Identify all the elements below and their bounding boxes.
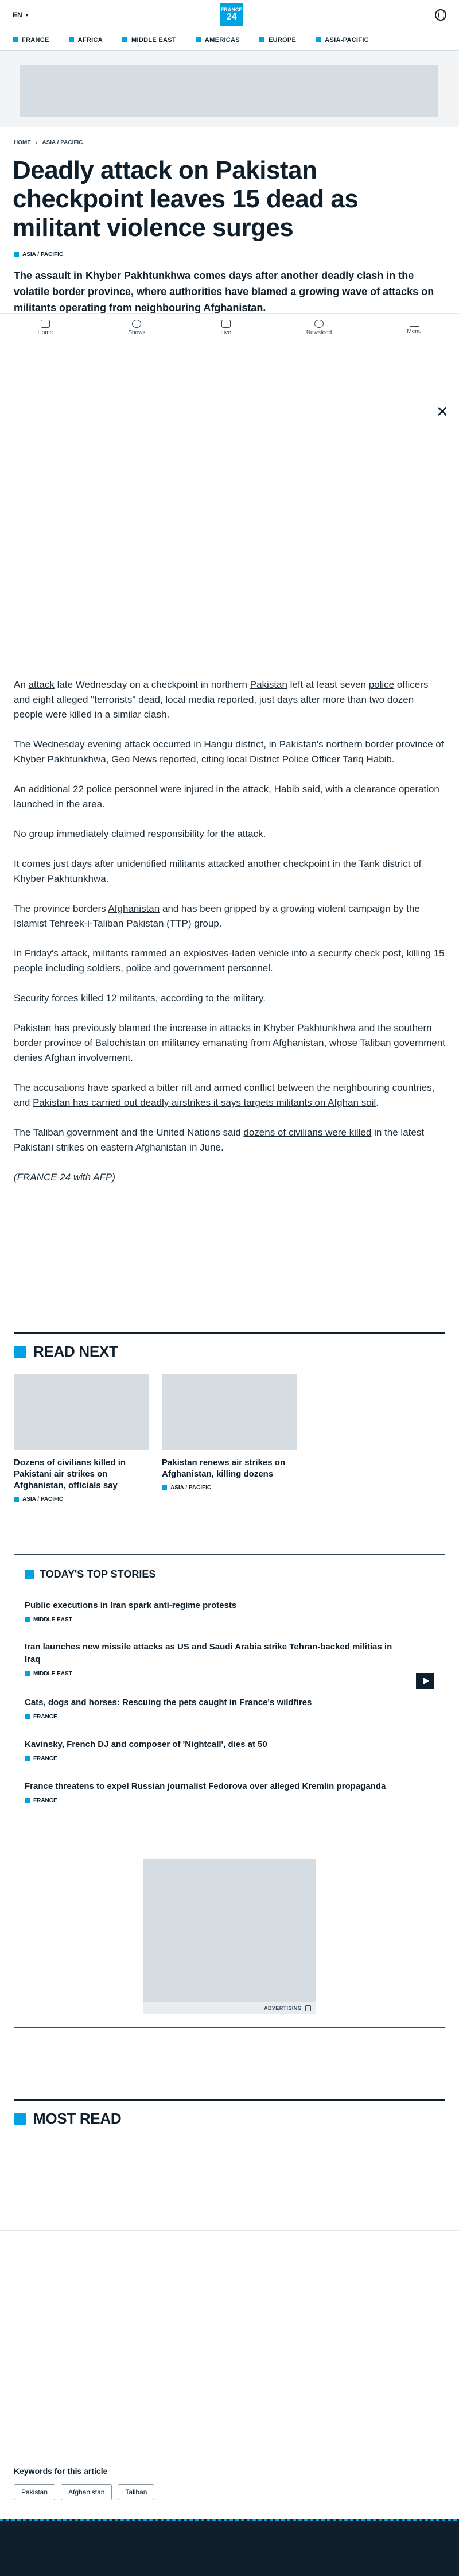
section-title: MOST READ [33,2110,122,2127]
section-title: TODAY'S TOP STORIES [40,1568,156,1580]
chevron-down-icon: ▾ [25,11,29,18]
nav-label: Home [37,329,53,336]
story-title[interactable]: Iran launches new missile attacks as US and Saudi Arabia strike Tehran-backed militias in Iraq [25,1642,392,1664]
square-bullet-icon [14,1497,19,1502]
link-civilians-killed[interactable]: dozens of civilians were killed [243,1127,372,1138]
link-pakistan[interactable]: Pakistan [250,679,287,690]
card-image[interactable] [14,1374,149,1450]
region-label: ASIA-PACIFIC [325,36,369,44]
region-link-africa[interactable] [69,37,103,44]
square-bullet-icon [25,1798,30,1803]
nav-shows[interactable] [128,320,145,336]
square-bullet-icon [122,37,127,42]
paragraph: An additional 22 police personnel were injured in the attack, Habib said, with a clearance operation launched in the area. [14,784,439,809]
paragraph: Pakistan has previously blamed the increase in attacks in Khyber Pakhtunkhwa and the southern border province of Balochistan on militancy emanating from Afghanistan, whose Taliban government denies Afghan involvement. [14,1022,445,1063]
site-footer [0,2519,459,2576]
ad-banner[interactable] [20,65,438,117]
paragraph: The province borders Afghanistan and has been gripped by a growing violent campaign by the Islamist Tehreek-i-Taliban Pakistan (TTP) group. [14,903,420,929]
square-bullet-icon [25,1714,30,1719]
top-story-item[interactable] [25,1780,426,1804]
square-bullet-icon [25,1671,30,1676]
section-marker-icon [25,1570,34,1579]
paragraph: It comes just days after unidentified militants attacked another checkpoint in the Tank district of Khyber Pakhtunkhwa. [14,858,422,884]
nav-label: Newsfeed [306,329,332,336]
article-body [14,677,445,1200]
square-bullet-icon [69,37,74,42]
top-story-item[interactable] [25,1738,426,1762]
top-story-item[interactable] [25,1599,426,1623]
story-category[interactable]: MIDDLE EAST [25,1671,426,1677]
nav-label: Menu [407,328,422,335]
newsfeed-icon [314,320,324,328]
link-taliban[interactable]: Taliban [360,1037,391,1048]
bottom-app-nav [0,313,459,341]
keyword-tag[interactable]: Afghanistan [61,2484,112,2500]
paragraph: The Wednesday evening attack occurred in Hangu district, in Pakistan's northern border province of Khyber Pakhtunkhwa, Geo News reported, citing local District Police Officer Tariq Habib. [14,739,444,765]
home-icon [41,320,50,328]
square-bullet-icon [196,37,201,42]
top-stories-box [14,1554,445,2028]
paragraph: The Taliban government and the United Nations said dozens of civilians were killed in the latest Pakistani strikes on eastern Afghanistan in June. [14,1127,425,1153]
nav-home[interactable] [38,320,53,336]
close-icon[interactable]: ✕ [436,403,449,420]
paragraph: The accusations have sparked a bitter rift and armed conflict between the neighbouring countries, and Pakistan has carried out deadly airstrikes it says targets militants on Afghan soil. [14,1082,435,1108]
section-marker-icon [14,2113,26,2125]
menu-icon [410,321,419,327]
article-title: Deadly attack on Pakistan checkpoint leaves 15 dead as militant violence surges [13,156,359,242]
keyword-tag[interactable]: Pakistan [14,2484,55,2500]
card-category[interactable]: ASIA / PACIFIC [14,1496,149,1502]
paragraph: Security forces killed 12 militants, according to the military. [14,993,266,1004]
story-category[interactable]: MIDDLE EAST [25,1617,426,1623]
shows-icon [132,320,141,328]
square-bullet-icon [259,37,264,42]
story-category[interactable]: FRANCE [25,1714,426,1720]
card-title[interactable]: Dozens of civilians killed in Pakistani air strikes on Afghanistan, officials say [14,1458,126,1490]
top-story-item[interactable] [25,1641,426,1677]
nav-live[interactable] [220,320,231,336]
read-next-card[interactable] [162,1374,297,1491]
live-icon [221,320,231,328]
category-label: ASIA / PACIFIC [22,251,64,258]
card-title[interactable]: Pakistan renews air strikes on Afghanistan, killing dozens [162,1458,286,1479]
top-story-item[interactable] [25,1696,426,1720]
read-next-header [14,1332,445,1361]
square-bullet-icon [316,37,321,42]
region-link-france[interactable] [13,37,49,44]
region-label: EUROPE [268,36,297,44]
story-title[interactable]: Cats, dogs and horses: Rescuing the pets caught in France's wildfires [25,1698,312,1707]
top-stories-header [25,1568,155,1581]
card-category[interactable]: ASIA / PACIFIC [162,1485,297,1491]
keywords-list [14,2484,154,2500]
regions-nav [0,30,459,51]
story-title[interactable]: France threatens to expel Russian journalist Fedorova over alleged Kremlin propaganda [25,1781,386,1791]
breadcrumb-section[interactable]: ASIA / PACIFIC [42,140,83,146]
region-link-europe[interactable] [259,37,296,44]
most-read-header [14,2099,445,2128]
story-category[interactable]: FRANCE [25,1756,426,1762]
paragraph: No group immediately claimed responsibility for the attack. [14,828,266,839]
ad-info-icon[interactable] [305,2005,311,2011]
language-label: EN [13,11,22,19]
site-logo[interactable] [220,3,243,26]
link-police[interactable]: police [368,679,395,690]
advertisement[interactable] [143,1859,316,2002]
read-next-card[interactable] [14,1374,149,1502]
link-airstrikes[interactable]: Pakistan has carried out deadly airstrikes it says targets militants on Afghan soil [33,1097,376,1108]
region-label: AFRICA [77,36,103,44]
link-attack[interactable]: attack [28,679,55,690]
section-title: READ NEXT [33,1343,118,1360]
square-bullet-icon [14,252,19,257]
logo-text: FRANCE [220,6,243,13]
paragraph: In Friday's attack, militants rammed an explosives-laden vehicle into a security check post, killing 15 people including soldiers, police and government personnel. [14,948,445,974]
region-label: AMERICAS [204,36,240,44]
card-image[interactable] [162,1374,297,1450]
paragraph: An attack late Wednesday on a checkpoint in northern Pakistan left at least seven police officers and eight alleged "terrorists" dead, local media reported, just days after more than two dozen people were killed in a similar clash. [14,679,429,720]
link-afghanistan[interactable]: Afghanistan [108,903,160,914]
nav-label: Shows [128,329,146,336]
advertising-label: ADVERTISING [143,2002,316,2014]
top-bar [0,0,459,30]
ad-banner-container [0,51,459,127]
square-bullet-icon [13,37,18,42]
section-marker-icon [14,1346,26,1358]
square-bullet-icon [25,1756,30,1761]
square-bullet-icon [25,1617,30,1622]
keyword-tag[interactable]: Taliban [118,2484,154,2500]
breadcrumb-separator: › [36,140,38,146]
nav-label: Live [220,329,231,336]
divider-line [0,2230,459,2231]
region-label: FRANCE [22,36,49,44]
globe-icon[interactable] [435,9,446,21]
region-link-asia-pacific[interactable] [316,37,369,44]
region-link-middle-east[interactable] [122,37,176,44]
language-selector[interactable] [13,11,28,19]
region-label: MIDDLE EAST [131,36,176,44]
article-credit: (FRANCE 24 with AFP) [14,1172,115,1183]
square-bullet-icon [162,1485,167,1490]
region-link-americas[interactable] [196,37,240,44]
logo-number: 24 [226,12,237,22]
story-category[interactable]: FRANCE [25,1798,426,1804]
story-title[interactable]: Kavinsky, French DJ and composer of 'Nightcall', dies at 50 [25,1740,267,1749]
nav-menu[interactable] [407,321,421,335]
breadcrumb-home[interactable]: HOME [14,140,31,146]
article-lede: The assault in Khyber Pakhtunkhwa comes days after another deadly clash in the volatile border province, where authorities have blamed a growing wave of attacks on militants operating from neighbouring Afghanistan. [14,270,434,313]
keywords-title: Keywords for this article [14,2466,108,2476]
video-overlay [0,341,459,679]
article-category[interactable] [14,251,63,258]
nav-newsfeed[interactable] [306,320,332,336]
story-title[interactable]: Public executions in Iran spark anti-regime protests [25,1601,237,1610]
breadcrumb [14,140,83,146]
